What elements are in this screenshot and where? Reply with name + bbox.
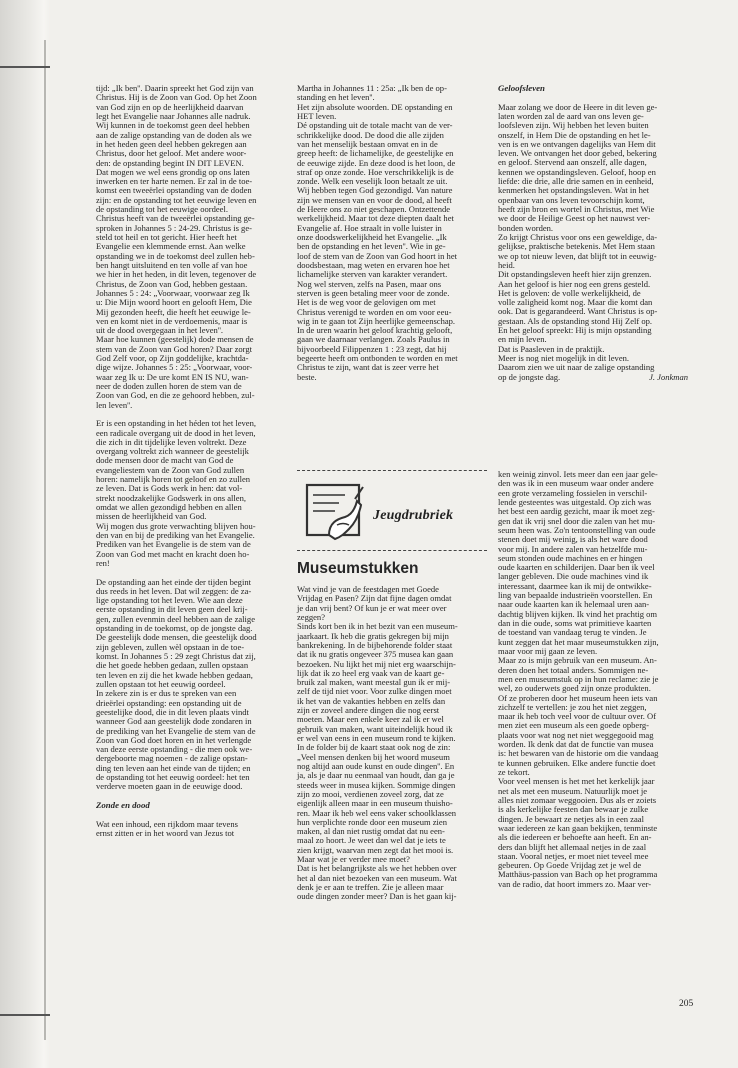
article-title-museumstukken: Museumstukken bbox=[297, 560, 419, 577]
col1-paragraph-2: Er is een opstanding in het héden tot het leven, een radicale overgang uit de dood in het leven, die zich in dit tijdelijke leven voltrekt. Deze overgang voltrekt zich wanneer de geestelijk dode mensen door de macht van God de evangeliestem van de Zoon van God zullen horen: namelijk horen tot geloof en zo zullen ze leven. Dat is Gods werk in hen: dat vol- strekt noodzakelijke Godswerk in ons allen, omdat we allen gezondigd hebben en allen missen de heerlijkheid van God. Wij mogen dus grote verwachting blijven hou- den van en bij de prediking van het Evangelie. Prediken van het Evangelie is de stem van de Zoon van God met macht en kracht doen ho- ren! bbox=[96, 418, 256, 568]
jeugdrubriek-title: Jeugdrubriek bbox=[373, 508, 454, 523]
col3-last-line: op de jongste dag. bbox=[498, 371, 561, 382]
col1-paragraph-1: tijd: „Ik ben''. Daarin spreekt het God zijn van Christus. Hij is de Zoon van God. Op het Zoon van God zijn en op de heerlijkheid daarvan legt het Evangelie naar Johannes alle nadruk. Wij kunnen in de toekomst geen deel hebben aan de zalige opstanding van de doden als we in het heden geen deel hebben gekregen aan Christus, door het geloof. Met andere woor- den: de opstanding begint IN DIT LEVEN. Dat mogen we wel eens grondig op ons laten inwerken en ter harte nemen. Er zal in de toe- komst een tweeërlei opstanding van de doden zijn: en de opstanding tot het eeuwige leven en de opstanding tot het eeuwige oordeel. Christus heeft van de tweeërlei opstanding ge- sproken in Johannes 5 : 24-29. Christus is ge- steld tot heil en tot gericht. Hier heeft het Evangelie een klemmende ernst. Aan welke opstanding we in de toekomst deel zullen heb- ben hangt uitsluitend en ten volle af van hoe we hier in het heden, in dit leven, tegenover de Christus, de Zoon van God, hebben gestaan. Johannes 5 : 24: „Voorwaar, voorwaar zeg Ik u: Die Mijn woord hoort en gelooft Hem, Die Mij gezonden heeft, die heeft het eeuwige le- ven en komt niet in de verdoemenis, maar is uit de dood overgegaan in het leven''. Maar hoe kunnen (geestelijk) dode mensen de stem van de Zoon van God horen? Daar zorgt God Zelf voor, op Zijn goddelijke, krachtda- dige wijze. Johannes 5 : 25: „Voorwaar, voor- waar zeg Ik u: De ure komt EN IS NU, wan- neer de doden zullen horen de stem van de Zoon van God, en die ze gehoord hebben, zul- len leven''. bbox=[96, 83, 257, 410]
section-heading-geloofsleven: Geloofsleven bbox=[498, 83, 545, 93]
banner-dashed-line-top bbox=[297, 470, 487, 471]
hand-writing-icon bbox=[301, 479, 365, 543]
column-middle-top bbox=[297, 84, 487, 391]
column-right-article bbox=[498, 470, 688, 898]
jeugdrubriek-banner bbox=[297, 470, 487, 554]
col1-paragraph-3: De opstanding aan het einde der tijden begint dus reeds in het leven. Dat wil zeggen: de za- lige opstanding tot het leven. Wie aan deze eerste opstanding in dit leven geen deel krij- gen, zullen evenmin deel hebben aan de zalige opstanding in de toekomst, op de jongste dag. De geestelijk dode mensen, die geestelijk dood zijn gebleven, zullen wèl opstaan in de toe- komst. In Johannes 5 : 29 zegt Christus dat zij, die het goede hebben gedaan, zullen opstaan ten leven en zij die het kwade hebben gedaan, zullen opstaan tot het eeuwig oordeel. In zekere zin is er dus te spreken van een drieërlei opstanding: een opstanding uit de geestelijke dood, die in dit leven plaats vindt wanneer God aan geestelijk dode zondaren in de prediking van het Evangelie de stem van de Zoon van God doet horen en in het verlengde van deze eerste opstanding - die men ook we- dergeboorte mag noemen - de zalige opstan- ding ten leven aan het einde van de tijden; en de opstanding tot het eeuwig oordeel: het ten verderve moeten gaan in de eeuwige dood. bbox=[96, 576, 257, 792]
col2-paragraph-1: Martha in Johannes 11 : 25a: „Ik ben de op- standing en het leven''. Het zijn absolute woorden. DE opstanding en HET leven. Dé opstanding uit de totale macht van de ver- schrikkelijke dood. De dood die alle zijden van het menselijk bestaan omvat en in de greep heeft: de lichamelijke, de geestelijke en de eeuwige zijde. En deze dood is het loon, de straf op onze zonde. Hoe verschrikkelijk is de zonde. Welk een veselijk loon betaalt ze uit. Wij hebben tegen God gezondigd. Van nature zijn we mensen van en voor de dood, al heeft de Heere ons zo niet geschapen. Ontzettende werkelijkheid. Maar tot deze diepten daalt het Evangelie af. Hoe straalt in volle luister in onze doodswerkelijkheid het Evangelie. „Ik ben de opstanding en het leven''. Wie in ge- loof de stem van de Zoon van God hoort in het doodsbestaan, mag weten en ervaren hoe het lichamelijke sterven van karakter verandert. Nog wel sterven, zelfs na Pasen, maar ons sterven is geen betaling meer voor de zonde. Het is de weg voor de gelovigen om met Christus verenigd te worden en om voor eeu- wig in te gaan tot Zijn heerlijke gemeenschap. In de uren waarin het geloof krachtig gelooft, gaan we daarnaar verlangen. Zoals Paulus in bijvoorbeeld Filippenzen 1 : 23 zegt, dat hij begeerte heeft om ontbonden te worden en met Christus te zijn, want dat is zeer verre het beste. bbox=[297, 83, 458, 382]
column-left bbox=[96, 84, 292, 848]
binding-fold bbox=[0, 0, 50, 1068]
article-paragraph-1: Wat vind je van de feestdagen met Goede Vrijdag en Pasen? Zijn dat fijne dagen omdat je dan vrij bent? Of kun je er wat meer over zeggen? Sinds kort ben ik in het bezit van een museum- jaarkaart. Ik heb die gratis gekregen bij mijn bankrekening. In de bijbehorende folder staat dat ik nu gratis ongeveer 375 musea kan gaan bezoeken. Nu lijkt het mij niet erg waarschijn- lijk dat ik zo heel erg vaak van de kaart ge- bruik zal maken, want meestal gun ik er mij- zelf de tijd niet voor. Voor zulke dingen moet ik het van de vakanties hebben en zelfs dan zijn er zoveel andere dingen die nog eerst moeten. Maar een enkele keer zal ik er wel gebruik van maken, want uiteindelijk houd ik er wel van eens in een museum rond te kijken. In de folder bij de kaart staat ook nog de zin: „Veel mensen denken bij het woord museum nog altijd aan oude kunst en oude dingen''. En ja, als je daar nu eenmaal van houdt, dan ga je steeds weer in musea kijken. Sommige dingen zijn zo mooi, verdienen zoveel zorg, dat ze eigenlijk alleen maar in een museum thuisho- ren. Maar ik heb wel eens vaker schoolklassen hun verplichte ronde door een museum zien maken, al dan niet rustig omdat dat nu een- maal zo hoort. Je weet dan wel dat je iets te zien krijgt, waarvan men zegt dat het mooi is. Maar wat je er verder mee moet? Dat is het belangrijkste als we het hebben over het al dan niet bezoeken van een museum. Wat denk je er aan te treffen. Zie je alleen maar oude dingen zonder meer? Dan is het gaan kij- bbox=[297, 584, 458, 902]
page-number: 205 bbox=[679, 999, 694, 1009]
article-paragraph-2: ken weinig zinvol. Iets meer dan een jaar gele- den was ik in een museum waar onder andere een grote verzameling fossielen in verschil- lende gesteentes was uitgestald. Op zich was het best een aardig gezicht, maar ik moet zeg- gen dat ik vrij snel door die zalen van het mu- seum heen was. Zo'n tentoonstelling van oude stenen doet mij weinig, is als het ware dood voor mij. In andere zalen van hetzelfde mu- seum stonden oude machines en er hingen oude kaarten en schilderijen. Daar ben ik veel langer gebleven. Die oude machines vind ik interessant, daarmee kan ik mij de ontwikke- ling van bepaalde industrieën voorstellen. En naar oude kaarten kan ik helemaal uren aan- dachtig blijven kijken. Ik vind het prachtig om dan in die oude, soms wat primitieve kaarten de toestand van vandaag terug te vinden. Je kunt zeggen dat het maar museumstukken zijn, maar voor mij gaan ze leven. Maar zo is mijn gebruik van een museum. An- deren doen het totaal anders. Sommigen ne- men een museumstuk op in hun reclame: zie je wel, zo ouderwets goed zijn onze produkten. Of ze proberen door het museum heen iets van zichzelf te vertellen: je zou het niet zeggen, maar ik heb toch veel voor de cultuur over. Of men ziet een museum als een goede opberg- plaats voor wat nog net niet weggegooid mag worden. Ik denk dat dat de functie van musea is: het bewaren van de historie om die vandaag te kunnen gebruiken. Elke andere functie doet ze tekort. Voor veel mensen is het met het kerkelijk jaar net als met een museum. Natuurlijk moet je alles niet zomaar weggooien. Dus als er zoiets is als kerkelijke feesten dan bewaar je zulke dingen. Je bewaart ze netjes als in een zaal waar iedereen ze kan gaan bekijken, tenminste als die iedereen er behoefte aan heeft. En an- ders dan blijft het allemaal netjes in de zaal staan. Vooral netjes, er moet niet teveel mee gebeuren. Op Goede Vrijdag zet je wel de Matthäus-passion van Bach op het programma van de radio, dat hoort immers zo. Maar ver- bbox=[498, 469, 659, 889]
margin-tick-top bbox=[0, 66, 50, 68]
banner-dashed-line-bottom bbox=[297, 550, 487, 551]
col1-paragraph-4: Wat een inhoud, een rijkdom maar tevens ernst zitten er in het woord van Jezus tot bbox=[96, 818, 238, 838]
col3-closing-line bbox=[498, 373, 688, 382]
col3-paragraph-1: Maar zolang we door de Heere in dit leven ge- laten worden zal de aard van ons leven ge- loofsleven zijn. Wij hebben het leven buiten onszelf, in Hem Die de opstanding en het le- ven is en we ontvangen dagelijks van Hem dit leven. We ontvangen het door gebed, bekering en geloof. Stervend aan onszelf, alle dagen, kennen we opstandingsleven. Geloof, hoop en liefde: die drie, alle drie samen en in eenheid, kenmerken het opstandingsleven. Wat in het openbaar van ons leven tevoorschijn komt, heeft zijn bron en wortel in Christus, met Wie we door de Heilige Geest op het nauwst ver- bonden worden. Zo krijgt Christus voor ons een geweldige, da- gelijkse, praktische betekenis. Met Hem staan we op tot nieuw leven, dat blijft tot in eeuwig- heid. Dit opstandingsleven heeft hier zijn grenzen. Aan het geloof is hier nog een grens gesteld. Het is geloven: de volle werkelijkheid, de volle zaligheid komt nog. Maar die komt dan ook. Dat is gegarandeerd. Want Christus is op- gestaan. Als de opstanding stond Hij Zelf op. En het geloof spreekt: Hij is mijn opstanding en mijn leven. Dat is Paasleven in de praktijk. Meer is nog niet mogelijk in dit leven. Daarom zien we uit naar de zalige opstanding bbox=[498, 101, 658, 373]
column-middle-article bbox=[297, 585, 487, 911]
margin-tick-bottom bbox=[0, 1014, 50, 1016]
section-heading-zonde-en-dood: Zonde en dood bbox=[96, 800, 150, 811]
page-edge-line bbox=[44, 40, 46, 1040]
author-signature: J. Jonkman bbox=[649, 371, 688, 382]
column-right-top bbox=[498, 84, 688, 382]
